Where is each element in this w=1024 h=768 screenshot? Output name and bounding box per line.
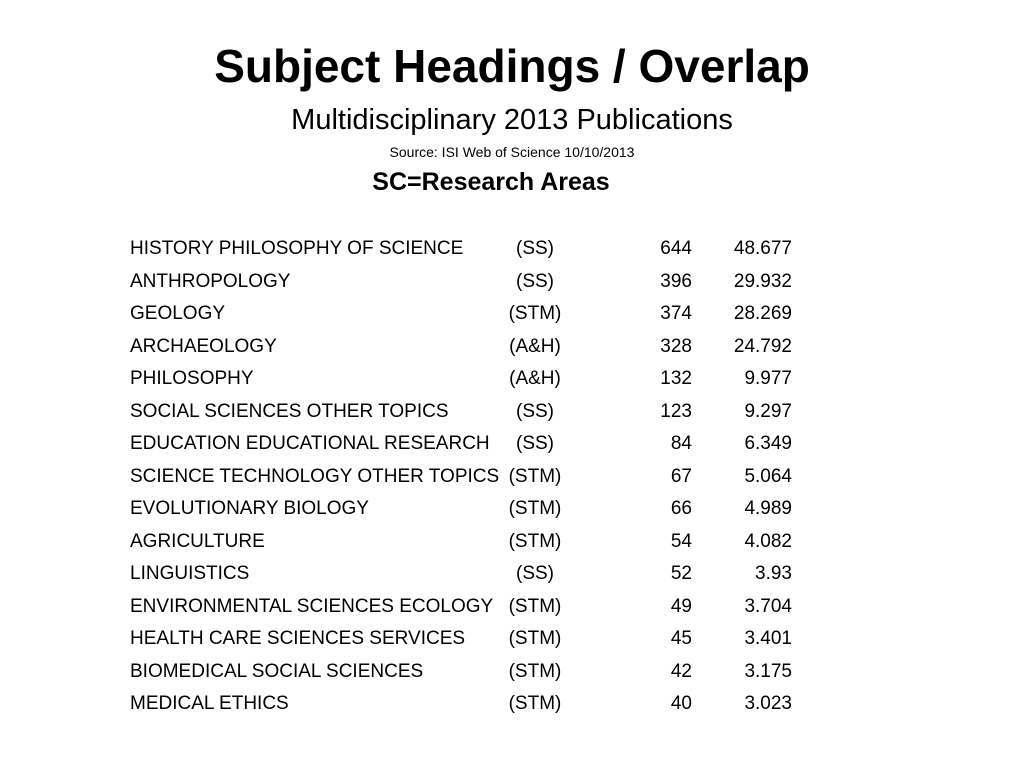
slide-subtitle: Multidisciplinary 2013 Publications: [291, 104, 733, 136]
row-category: (SS): [516, 563, 554, 584]
row-count: 374: [660, 303, 692, 324]
row-category: (STM): [508, 660, 562, 682]
row-name: HEALTH CARE SCIENCES SERVICES: [130, 628, 466, 649]
row-category: (A&H): [509, 368, 561, 389]
row-percent: 6.349: [744, 433, 792, 454]
row-count: 396: [660, 270, 692, 292]
row-count: 644: [660, 238, 692, 259]
row-count: 328: [660, 335, 692, 357]
table-row: [130, 298, 830, 331]
row-percent: 4.989: [744, 498, 792, 519]
row-name: HISTORY PHILOSOPHY OF SCIENCE: [130, 238, 464, 259]
row-category: (STM): [508, 595, 562, 617]
row-category: (SS): [516, 270, 554, 292]
row-percent: 4.082: [744, 530, 792, 552]
row-category: (STM): [508, 628, 562, 649]
row-count: 123: [660, 400, 692, 422]
row-percent: 5.064: [744, 465, 792, 487]
table-row: [130, 526, 830, 559]
table-row: [130, 233, 830, 266]
row-percent: 48.677: [733, 238, 792, 259]
row-name: EVOLUTIONARY BIOLOGY: [130, 498, 369, 519]
row-percent: 3.175: [744, 660, 792, 682]
table-row: [130, 461, 830, 494]
row-name: AGRICULTURE: [130, 530, 265, 552]
row-name: GEOLOGY: [130, 303, 226, 324]
row-count: 52: [670, 563, 692, 584]
row-count: 49: [670, 595, 692, 617]
table-row: [130, 623, 830, 656]
table-row: [130, 428, 830, 461]
row-count: 40: [670, 693, 692, 714]
row-count: 54: [670, 530, 692, 552]
row-category: (STM): [508, 693, 562, 714]
research-areas-table: [130, 233, 830, 721]
row-name: LINGUISTICS: [130, 563, 250, 584]
row-count: 67: [670, 465, 692, 487]
row-count: 45: [670, 628, 692, 649]
row-percent: 3.704: [744, 595, 792, 617]
table-row: [130, 688, 830, 721]
row-name: ARCHAEOLOGY: [130, 335, 277, 357]
row-percent: 9.297: [744, 400, 792, 422]
row-name: BIOMEDICAL SOCIAL SCIENCES: [130, 660, 424, 682]
table-row: [130, 591, 830, 624]
source-note: Source: ISI Web of Science 10/10/2013: [389, 144, 635, 160]
row-percent: 29.932: [733, 270, 792, 292]
row-count: 132: [660, 368, 692, 389]
table-row: [130, 266, 830, 299]
table-row: [130, 331, 830, 364]
row-percent: 3.023: [744, 693, 792, 714]
row-name: EDUCATION EDUCATIONAL RESEARCH: [130, 433, 490, 454]
row-percent: 28.269: [733, 303, 792, 324]
row-category: (SS): [516, 400, 554, 422]
row-name: SOCIAL SCIENCES OTHER TOPICS: [130, 400, 449, 422]
row-name: SCIENCE TECHNOLOGY OTHER TOPICS: [130, 465, 500, 487]
table-row: [130, 558, 830, 591]
table-row: [130, 493, 830, 526]
row-percent: 9.977: [744, 368, 792, 389]
row-category: (STM): [508, 530, 562, 552]
row-category: (STM): [508, 465, 562, 487]
table-row: [130, 396, 830, 429]
row-name: PHILOSOPHY: [130, 368, 254, 389]
section-heading: SC=Research Areas: [372, 168, 610, 196]
row-count: 42: [670, 660, 692, 682]
row-category: (A&H): [509, 335, 561, 357]
row-category: (STM): [508, 303, 562, 324]
row-percent: 3.401: [744, 628, 792, 649]
table-row: [130, 363, 830, 396]
row-name: ENVIRONMENTAL SCIENCES ECOLOGY: [130, 595, 494, 617]
row-category: (STM): [508, 498, 562, 519]
row-percent: 3.93: [755, 563, 792, 584]
row-count: 66: [670, 498, 692, 519]
slide-title: Subject Headings / Overlap: [214, 40, 810, 92]
row-name: ANTHROPOLOGY: [130, 270, 291, 292]
row-category: (SS): [516, 238, 554, 259]
row-category: (SS): [516, 433, 554, 454]
row-count: 84: [670, 433, 692, 454]
row-name: MEDICAL ETHICS: [130, 693, 289, 714]
table-row: [130, 656, 830, 689]
row-percent: 24.792: [733, 335, 792, 357]
